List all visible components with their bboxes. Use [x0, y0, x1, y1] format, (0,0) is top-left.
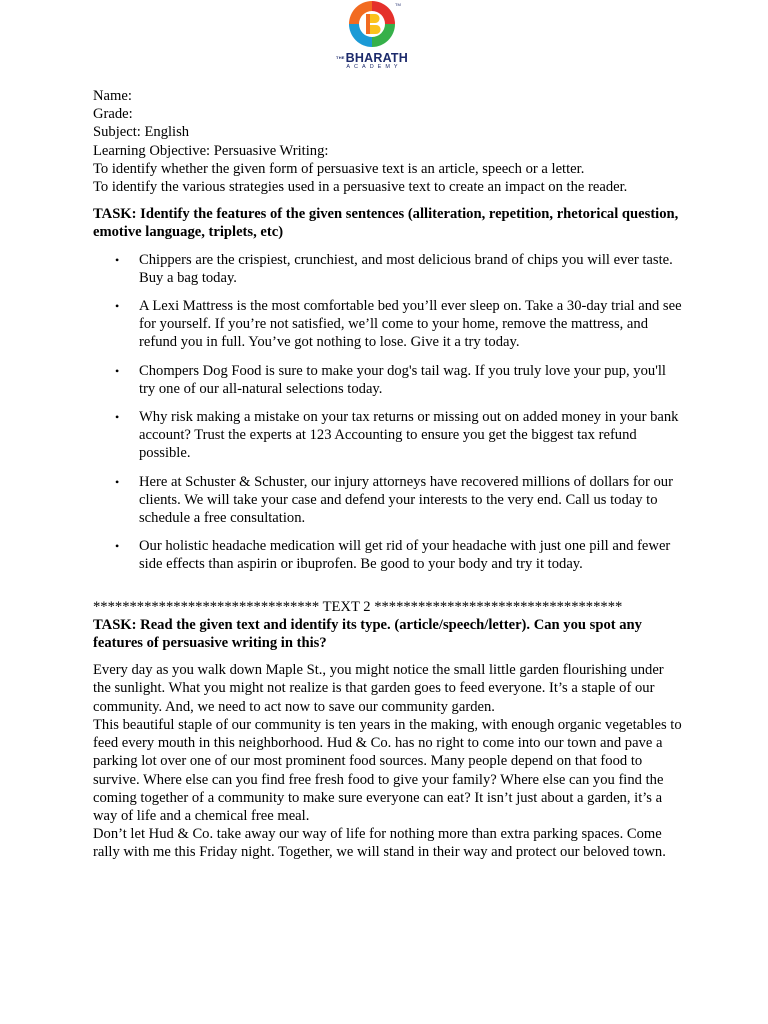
sentence-text: Here at Schuster & Schuster, our injury attorneys have recovered millions of dollars for our clients. We will take your case and defend your interests to the very end. Call us today to schedule a free consultation.	[139, 473, 673, 527]
logo-name: BHARATH	[345, 51, 408, 65]
logo-subtitle: ACADEMY	[346, 64, 402, 70]
svg-text:TM: TM	[395, 2, 401, 7]
task1-sentence-list	[93, 251, 683, 574]
list-item	[93, 297, 683, 352]
sentence-text: Chippers are the crispiest, crunchiest, and most delicious brand of chips you will ever taste. Buy a bag today.	[139, 251, 673, 286]
bullet-icon: •	[115, 410, 120, 425]
worksheet-content	[93, 87, 683, 862]
paragraph: Every day as you walk down Maple St., you might notice the small little garden flourishing under the sunlight. What you might not realize is that garden goes to feed everyone. It’s a staple of our community. And, we need to act now to save our community garden.	[93, 662, 664, 715]
name-field-label: Name:	[93, 88, 132, 104]
objective-item: To identify the various strategies used in a persuasive text to create an impact on the reader.	[93, 179, 628, 196]
persuasive-text-body	[93, 661, 683, 861]
logo-the-label: THE	[336, 55, 345, 60]
task2-heading: TASK: Read the given text and identify its type. (article/speech/letter). Can you spot any features of persuasive writing in this?	[93, 616, 642, 652]
bullet-icon: •	[115, 252, 120, 267]
list-item	[93, 408, 683, 463]
grade-field-label: Grade:	[93, 106, 133, 123]
bullet-icon: •	[115, 363, 120, 378]
bharath-b-emblem-icon	[330, 0, 414, 52]
sentence-text: Our holistic headache medication will get rid of your headache with just one pill and fewer side effects than aspirin or ibuprofen. Be good to your body and try it today.	[139, 538, 671, 573]
bullet-icon: •	[115, 474, 120, 489]
list-item	[93, 537, 683, 573]
paragraph: Don’t let Hud & Co. take away our way of life for nothing more than extra parking spaces. Come rally with me this Friday night. Together, we will stand in their way and protect our beloved town.	[93, 826, 666, 861]
bharath-academy-logo	[330, 0, 414, 74]
objective-item: To identify whether the given form of persuasive text is an article, speech or a letter.	[93, 160, 585, 177]
sentence-text: Why risk making a mistake on your tax returns or missing out on added money in your bank account? Trust the experts at 123 Accounting to ensure you get the biggest tax refund possible.	[139, 409, 679, 462]
sentence-text: Chompers Dog Food is sure to make your dog's tail wag. If you truly love your pup, you'll try one of our all-natural selections today.	[139, 362, 666, 397]
list-item	[93, 473, 683, 528]
task1-heading: TASK: Identify the features of the given sentences (alliteration, repetition, rhetorical question, emotive language, triplets, etc)	[93, 206, 679, 241]
list-item	[93, 251, 683, 287]
text2-divider: ******************************* TEXT 2 **********************************	[93, 598, 623, 615]
paragraph: This beautiful staple of our community is ten years in the making, with enough organic vegetables to feed every mouth in this neighborhood. Hud & Co. has no right to come into our town and pave a parking lot over one of our most prominent food sources. Many people depend on that food to survive. Where else can you find free fresh food to give your family? Where else can you find the coming together of a community to make sure everyone can eat? It isn’t just about a garden, it’s a way of life and a chemical free meal.	[93, 716, 682, 824]
learning-objective-line: Learning Objective: Persuasive Writing:	[93, 142, 329, 159]
list-item	[93, 362, 683, 398]
subject-line: Subject: English	[93, 124, 190, 141]
bullet-icon: •	[115, 299, 120, 314]
sentence-text: A Lexi Mattress is the most comfortable bed you’ll ever sleep on. Take a 30-day trial and see for yourself. If you’re not satisfied, we’ll come to your home, remove the mattress, and refund you in full. You’ve got nothing to lose. Give it a try today.	[139, 298, 682, 351]
bullet-icon: •	[115, 539, 120, 554]
